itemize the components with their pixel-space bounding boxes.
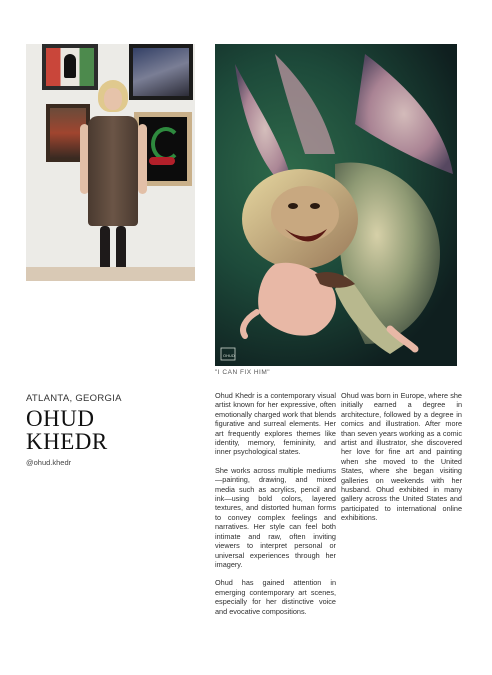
painting-signature: OHUD (223, 353, 235, 358)
bio-paragraph: Ohud Khedr is a contemporary visual artist known for her expressive, often emotionally charged work that blends figurative and surreal elements. Her art frequently explores themes like identity, memory, femininity, and inner psychological states. (215, 391, 336, 457)
bio-paragraph: She works across multiple mediums—painting, drawing, and mixed media such as acrylics, pencil and ink—using bold colors, layered textures, and distorted human forms to convey complex feelings and narratives. Her style can feel both intimate and raw, often inviting viewers to interpret personal or universal experiences through her imagery. (215, 465, 336, 569)
artist-name-line-1: OHUD (26, 406, 95, 431)
bio-paragraph: Ohud has gained attention in emerging contemporary art scenes, especially for her distinctive voice and evocative compositions. (215, 578, 336, 616)
artist-photo (26, 44, 195, 281)
gallery-floor (26, 267, 195, 281)
artist-name-line-2: KHEDR (26, 429, 108, 454)
bio-column-2 (341, 391, 462, 532)
painting-i-can-fix-him (215, 44, 457, 366)
bio-column-1 (215, 391, 336, 625)
bio-paragraph: Ohud was born in Europe, where she initially earned a degree in architecture, followed by a degree in comics and illustration. After more than seven years working as a comic artist and illustrator, she discovered her love for fine art and painting when she moved to the United States, where she began visiting galleries on weekends with her husband. Ohud exhibited in many gallery across the United States and participated to international online exhibitions. (341, 391, 462, 523)
artwork-caption: "I CAN FIX HIM" (215, 369, 271, 376)
artist-figure (76, 80, 156, 280)
artist-name (26, 407, 206, 453)
artist-social-handle: @ohud.khedr (26, 458, 72, 467)
artist-location: ATLANTA, GEORGIA (26, 393, 122, 404)
